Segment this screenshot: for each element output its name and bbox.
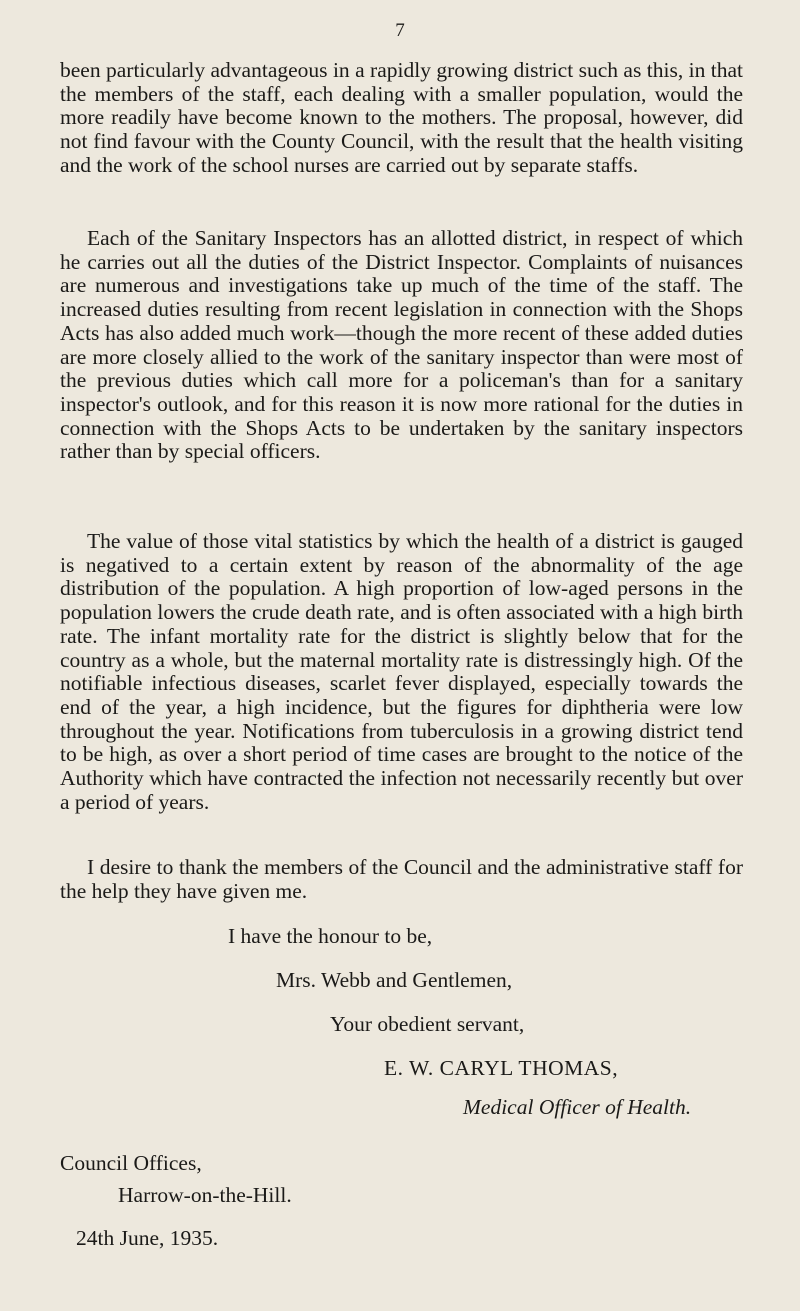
letter-date: 24th June, 1935. bbox=[76, 1226, 219, 1250]
signatory-title: Medical Officer of Health. bbox=[463, 1095, 692, 1119]
page-number: 7 bbox=[395, 20, 405, 41]
paragraph-thanks: I desire to thank the members of the Council and the administrative staff for the help they have given me. bbox=[60, 855, 743, 903]
paragraph-sanitary-inspectors: Each of the Sanitary Inspectors has an allotted district, in respect of which he carries out all the duties of the District Inspector. Complaints of nuisances are numerous and investigations take up much of the time of the staff. The increased duties resulting from recent legislation in connection with the Shops Acts has also added much work—though the more recent of these added duties are more closely allied to the work of the sanitary inspector than were most of the previous duties which call more for a policeman's than for a sanitary inspector's outlook, and for this reason it is now more rational for the duties in connection with the Shops Acts to be undertaken by the sanitary inspectors rather than by special officers. bbox=[60, 226, 743, 464]
closing-line-servant: Your obedient servant, bbox=[330, 1012, 525, 1036]
signatory-name: E. W. CARYL THOMAS, bbox=[384, 1056, 619, 1080]
closing-line-honour: I have the honour to be, bbox=[228, 924, 433, 948]
address-line-offices: Council Offices, bbox=[60, 1151, 202, 1175]
address-line-place: Harrow-on-the-Hill. bbox=[118, 1183, 292, 1207]
closing-line-salutation: Mrs. Webb and Gentlemen, bbox=[276, 968, 513, 992]
paragraph-vital-statistics: The value of those vital statistics by which the health of a district is gauged is negatived to a certain extent by reason of the abnormality of the age distribution of the population. A high proportion of low-aged persons in the population lowers the crude death rate, and is often associated with a high birth rate. The infant mortality rate for the district is slightly below that for the country as a whole, but the maternal mortality rate is distressingly high. Of the notifiable infectious diseases, scarlet fever displayed, especially towards the end of the year, a high incidence, but the figures for diphtheria were low throughout the year. Notifications from tuberculosis in a growing district tend to be high, as over a short period of time cases are brought to the notice of the Authority which have contracted the infection not necessarily recently but over a period of years. bbox=[60, 529, 743, 814]
paragraph-staff-visiting: been particularly advantageous in a rapidly growing district such as this, in that the members of the staff, each dealing with a smaller population, would the more readily have become known to the mothers. The proposal, however, did not find favour with the County Council, with the result that the health visiting and the work of the school nurses are carried out by separate staffs. bbox=[60, 58, 743, 177]
